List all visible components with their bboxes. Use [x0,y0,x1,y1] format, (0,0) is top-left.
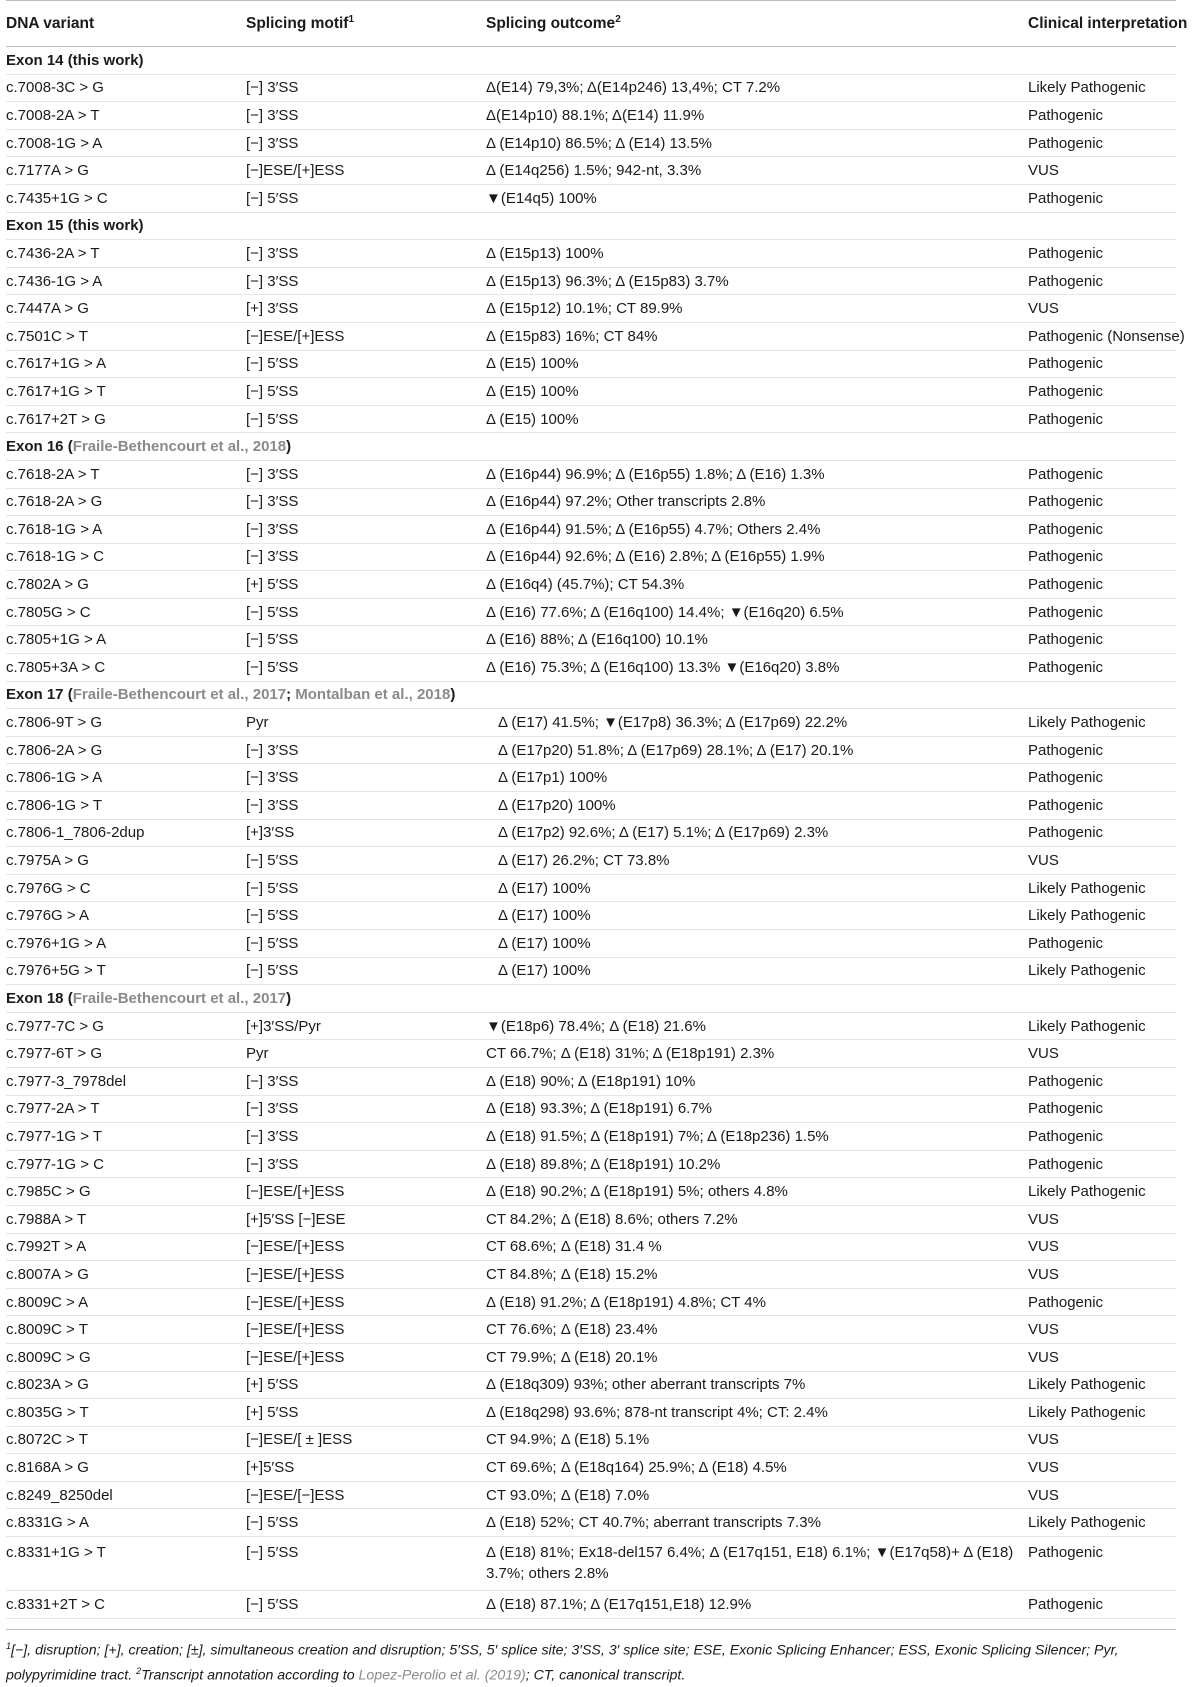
splicing-outcome-cell: Δ (E18q309) 93%; other aberrant transcripts 7% [486,1371,1028,1399]
splicing-motif-cell: [−] 3′SS [246,543,486,571]
splicing-outcome-cell: Δ(E14) 79,3%; Δ(E14p246) 13,4%; CT 7.2% [486,74,1028,102]
dna-variant-cell: c.7618-2A > T [6,460,246,488]
dna-variant-cell: c.8035G > T [6,1399,246,1427]
table-row [6,1095,1176,1123]
splicing-outcome-cell: CT 84.2%; Δ (E18) 8.6%; others 7.2% [486,1205,1028,1233]
splicing-motif-cell: [−] 3′SS [246,1067,486,1095]
splicing-motif-cell: [−]ESE/[+]ESS [246,1288,486,1316]
dna-variant-cell: c.7977-1G > C [6,1150,246,1178]
splicing-motif-cell: [−] 3′SS [246,129,486,157]
dna-variant-cell: c.7501C > T [6,322,246,350]
footnote-reference-link[interactable]: Lopez-Perolio et al. (2019) [358,1668,526,1685]
section-title: Exon 14 (this work) [6,47,1176,75]
table-row [6,819,1176,847]
splicing-motif-cell: [+] 5′SS [246,1399,486,1427]
table-row [6,1040,1176,1068]
clinical-interpretation-cell: Pathogenic [1028,543,1176,571]
splicing-outcome-cell: Δ (E16p44) 92.6%; Δ (E16) 2.8%; Δ (E16p55) 1.9% [486,543,1028,571]
clinical-interpretation-cell: Pathogenic [1028,267,1176,295]
dna-variant-cell: c.7976+5G > T [6,957,246,985]
dna-variant-cell: c.8009C > G [6,1343,246,1371]
table-row [6,1371,1176,1399]
clinical-interpretation-cell: Pathogenic [1028,350,1176,378]
table-row [6,847,1176,875]
table-row [6,1205,1176,1233]
splicing-motif-cell: [−]ESE/[+]ESS [246,157,486,185]
section-title: Exon 18 (Fraile-Bethencourt et al., 2017) [6,985,1176,1013]
table-row [6,460,1176,488]
clinical-interpretation-cell: VUS [1028,1205,1176,1233]
splicing-motif-cell: [−] 3′SS [246,792,486,820]
dna-variant-cell: c.7805+1G > A [6,626,246,654]
dna-variant-cell: c.7977-1G > T [6,1123,246,1151]
dna-variant-cell: c.8331+1G > T [6,1537,246,1591]
splicing-motif-cell: [+]5′SS [246,1454,486,1482]
table-row [6,378,1176,406]
splicing-outcome-cell: Δ (E18) 52%; CT 40.7%; aberrant transcripts 7.3% [486,1509,1028,1537]
splicing-motif-cell: [−] 5′SS [246,957,486,985]
dna-variant-cell: c.7618-1G > C [6,543,246,571]
splicing-motif-cell: [−] 5′SS [246,847,486,875]
clinical-interpretation-cell: Likely Pathogenic [1028,957,1176,985]
splicing-outcome-cell: Δ (E17p20) 100% [486,792,1028,820]
clinical-interpretation-cell: Pathogenic [1028,1067,1176,1095]
table-row [6,1591,1176,1619]
splicing-motif-cell: [−] 5′SS [246,1537,486,1591]
splicing-outcome-cell: Δ (E17p2) 92.6%; Δ (E17) 5.1%; Δ (E17p69) 2.3% [486,819,1028,847]
splicing-outcome-cell: Δ (E18) 90.2%; Δ (E18p191) 5%; others 4.8% [486,1178,1028,1206]
splicing-motif-cell: [−] 5′SS [246,930,486,958]
table-row [6,516,1176,544]
splicing-motif-cell: [−] 3′SS [246,1150,486,1178]
clinical-interpretation-cell: Pathogenic [1028,102,1176,130]
splicing-outcome-cell: Δ (E17) 100% [486,902,1028,930]
dna-variant-cell: c.8072C > T [6,1426,246,1454]
splicing-outcome-cell: Δ (E16p44) 97.2%; Other transcripts 2.8% [486,488,1028,516]
splicing-outcome-cell: Δ (E15) 100% [486,405,1028,433]
clinical-interpretation-cell: Pathogenic [1028,1123,1176,1151]
splicing-motif-cell: [−] 5′SS [246,350,486,378]
splicing-outcome-cell: Δ (E18q298) 93.6%; 878-nt transcript 4%; CT: 2.4% [486,1399,1028,1427]
section-header-row [6,433,1176,461]
dna-variant-cell: c.7976G > A [6,902,246,930]
table-row [6,543,1176,571]
table-row [6,1316,1176,1344]
dna-variant-cell: c.7977-6T > G [6,1040,246,1068]
dna-variant-cell: c.7976+1G > A [6,930,246,958]
splicing-outcome-cell: Δ (E16) 88%; Δ (E16q100) 10.1% [486,626,1028,654]
splicing-motif-cell: [−]ESE/[+]ESS [246,1316,486,1344]
table-row [6,157,1176,185]
splicing-motif-cell: [−]ESE/[+]ESS [246,1343,486,1371]
clinical-interpretation-cell: Likely Pathogenic [1028,74,1176,102]
document-page [6,0,1188,1687]
table-row [6,1481,1176,1509]
splicing-outcome-cell: CT 68.6%; Δ (E18) 31.4 % [486,1233,1028,1261]
dna-variant-cell: c.7975A > G [6,847,246,875]
clinical-interpretation-cell: VUS [1028,295,1176,323]
splicing-outcome-cell: CT 93.0%; Δ (E18) 7.0% [486,1481,1028,1509]
clinical-interpretation-cell: Pathogenic [1028,460,1176,488]
table-row [6,488,1176,516]
splicing-outcome-cell: CT 94.9%; Δ (E18) 5.1% [486,1426,1028,1454]
dna-variant-cell: c.7805G > C [6,598,246,626]
splicing-motif-cell: [−]ESE/[ ± ]ESS [246,1426,486,1454]
clinical-interpretation-cell: Pathogenic [1028,405,1176,433]
splicing-motif-cell: [−] 5′SS [246,654,486,682]
dna-variant-cell: c.7802A > G [6,571,246,599]
table-row [6,654,1176,682]
splicing-motif-cell: [−] 5′SS [246,405,486,433]
splicing-outcome-cell: Δ (E17) 41.5%; ▼(E17p8) 36.3%; Δ (E17p69) 22.2% [486,709,1028,737]
dna-variant-cell: c.7008-3C > G [6,74,246,102]
splicing-outcome-cell: Δ (E16) 77.6%; Δ (E16q100) 14.4%; ▼(E16q20) 6.5% [486,598,1028,626]
splicing-motif-cell: [−] 3′SS [246,764,486,792]
dna-variant-cell: c.8007A > G [6,1261,246,1289]
dna-variant-cell: c.7988A > T [6,1205,246,1233]
splicing-motif-cell: [−] 5′SS [246,626,486,654]
table-row [6,709,1176,737]
splicing-outcome-cell: Δ (E18) 93.3%; Δ (E18p191) 6.7% [486,1095,1028,1123]
dna-variant-cell: c.7008-2A > T [6,102,246,130]
section-title: Exon 15 (this work) [6,212,1176,240]
splicing-motif-cell: [−]ESE/[−]ESS [246,1481,486,1509]
splicing-outcome-cell: Δ (E16p44) 96.9%; Δ (E16p55) 1.8%; Δ (E16) 1.3% [486,460,1028,488]
section-reference-link[interactable]: Fraile-Bethencourt et al., 2017 [72,686,287,704]
dna-variant-cell: c.7806-1_7806-2dup [6,819,246,847]
dna-variant-cell: c.7436-1G > A [6,267,246,295]
clinical-interpretation-cell: Pathogenic [1028,1591,1176,1619]
splicing-motif-cell: [−] 5′SS [246,598,486,626]
dna-variant-cell: c.7617+1G > T [6,378,246,406]
dna-variant-cell: c.7617+1G > A [6,350,246,378]
section-header-row [6,681,1176,709]
dna-variant-cell: c.7992T > A [6,1233,246,1261]
table-header-row [6,1,1176,47]
clinical-interpretation-cell: VUS [1028,1454,1176,1482]
splicing-motif-cell: [−] 5′SS [246,874,486,902]
clinical-interpretation-cell: Pathogenic [1028,488,1176,516]
clinical-interpretation-cell: VUS [1028,1426,1176,1454]
table-row [6,129,1176,157]
splicing-outcome-cell: Δ (E18) 91.2%; Δ (E18p191) 4.8%; CT 4% [486,1288,1028,1316]
splicing-outcome-cell: Δ(E14p10) 88.1%; Δ(E14) 11.9% [486,102,1028,130]
splicing-outcome-cell: Δ (E18) 90%; Δ (E18p191) 10% [486,1067,1028,1095]
splicing-motif-cell: Pyr [246,709,486,737]
splicing-outcome-cell: Δ (E15p13) 100% [486,240,1028,268]
splicing-outcome-cell: Δ (E17) 100% [486,874,1028,902]
splicing-outcome-cell: Δ (E18) 89.8%; Δ (E18p191) 10.2% [486,1150,1028,1178]
splicing-outcome-cell: Δ (E17) 100% [486,957,1028,985]
splicing-motif-cell: [−] 5′SS [246,902,486,930]
table-row [6,295,1176,323]
table-row [6,102,1176,130]
splicing-outcome-cell: Δ (E18) 91.5%; Δ (E18p191) 7%; Δ (E18p236) 1.5% [486,1123,1028,1151]
section-title: Exon 16 (Fraile-Bethencourt et al., 2018) [6,433,1176,461]
dna-variant-cell: c.7806-9T > G [6,709,246,737]
splicing-motif-cell: [−] 5′SS [246,1591,486,1619]
dna-variant-cell: c.7618-2A > G [6,488,246,516]
table-row [6,74,1176,102]
splicing-outcome-cell: CT 69.6%; Δ (E18q164) 25.9%; Δ (E18) 4.5% [486,1454,1028,1482]
dna-variant-cell: c.7618-1G > A [6,516,246,544]
dna-variant-cell: c.7977-7C > G [6,1012,246,1040]
clinical-interpretation-cell: Pathogenic [1028,571,1176,599]
clinical-interpretation-cell: Pathogenic [1028,1537,1176,1591]
header-splicing-motif: Splicing motif$^1$ [246,1,486,47]
splicing-outcome-cell: CT 76.6%; Δ (E18) 23.4% [486,1316,1028,1344]
table-row [6,874,1176,902]
clinical-interpretation-cell: Pathogenic [1028,598,1176,626]
clinical-interpretation-cell: Pathogenic [1028,930,1176,958]
table-row [6,1454,1176,1482]
clinical-interpretation-cell: Pathogenic (Nonsense) [1028,322,1176,350]
clinical-interpretation-cell: VUS [1028,1233,1176,1261]
dna-variant-cell: c.8331+2T > C [6,1591,246,1619]
clinical-interpretation-cell: Likely Pathogenic [1028,1399,1176,1427]
dna-variant-cell: c.8331G > A [6,1509,246,1537]
splicing-motif-cell: [−] 3′SS [246,74,486,102]
splicing-motif-cell: [−] 5′SS [246,184,486,212]
section-reference-link[interactable]: Fraile-Bethencourt et al., 2017 [72,989,287,1007]
splicing-motif-cell: [+] 5′SS [246,571,486,599]
clinical-interpretation-cell: VUS [1028,1040,1176,1068]
clinical-interpretation-cell: VUS [1028,1481,1176,1509]
table-footnote: $^1$[−], disruption; [+], creation; [±], simultaneous creation and disruption; 5′SS, 5′ splice site; 3′SS, 3′ splice site; ESE, Exonic Splicing Enhancer; ESS, Exonic Splicing Silencer; Pyr, polypyrimidine tract. $^2$Transcript annotation according to Lopez-Perolio et al. (2019); CT, canonical transcript. [6,1629,1176,1687]
splicing-motif-cell: [−] 3′SS [246,1123,486,1151]
dna-variant-cell: c.7806-1G > T [6,792,246,820]
clinical-interpretation-cell: Pathogenic [1028,736,1176,764]
table-row [6,267,1176,295]
splicing-motif-cell: [−]ESE/[+]ESS [246,1233,486,1261]
clinical-interpretation-cell: Pathogenic [1028,1150,1176,1178]
table-row [6,1288,1176,1316]
table-row [6,1123,1176,1151]
clinical-interpretation-cell: Likely Pathogenic [1028,874,1176,902]
clinical-interpretation-cell: Likely Pathogenic [1028,902,1176,930]
clinical-interpretation-cell: Likely Pathogenic [1028,1509,1176,1537]
dna-variant-cell: c.7805+3A > C [6,654,246,682]
splicing-motif-cell: [−] 3′SS [246,736,486,764]
splicing-motif-cell: [−] 3′SS [246,488,486,516]
header-splicing-outcome: Splicing outcome$^2$ [486,1,1028,47]
table-row [6,902,1176,930]
header-clinical-interpretation: Clinical interpretation [1028,1,1176,47]
dna-variant-cell: c.7977-2A > T [6,1095,246,1123]
splicing-motif-cell: [+]3′SS [246,819,486,847]
dna-variant-cell: c.7806-1G > A [6,764,246,792]
dna-variant-cell: c.7435+1G > C [6,184,246,212]
section-reference-link[interactable]: Montalban et al., 2018 [295,686,451,704]
clinical-interpretation-cell: Pathogenic [1028,184,1176,212]
dna-variant-cell: c.7436-2A > T [6,240,246,268]
splicing-outcome-cell: Δ (E16p44) 91.5%; Δ (E16p55) 4.7%; Others 2.4% [486,516,1028,544]
splicing-outcome-cell: Δ (E16q4) (45.7%); CT 54.3% [486,571,1028,599]
table-row [6,598,1176,626]
table-row [6,1399,1176,1427]
splicing-outcome-cell: Δ (E14p10) 86.5%; Δ (E14) 13.5% [486,129,1028,157]
clinical-interpretation-cell: Pathogenic [1028,764,1176,792]
splicing-outcome-cell: Δ (E16) 75.3%; Δ (E16q100) 13.3% ▼(E16q20) 3.8% [486,654,1028,682]
clinical-interpretation-cell: Pathogenic [1028,378,1176,406]
table-row [6,736,1176,764]
table-row [6,350,1176,378]
clinical-interpretation-cell: Pathogenic [1028,819,1176,847]
dna-variant-cell: c.7008-1G > A [6,129,246,157]
table-row [6,1509,1176,1537]
table-row [6,1067,1176,1095]
section-title: Exon 17 (Fraile-Bethencourt et al., 2017; Montalban et al., 2018) [6,681,1176,709]
dna-variant-cell: c.7447A > G [6,295,246,323]
splicing-motif-cell: [−]ESE/[+]ESS [246,322,486,350]
table-row [6,1343,1176,1371]
splicing-motif-cell: [+] 5′SS [246,1371,486,1399]
section-header-row [6,212,1176,240]
splicing-variants-table [6,0,1188,1619]
splicing-outcome-cell: Δ (E18) 81%; Ex18-del157 6.4%; Δ (E17q151, E18) 6.1%; ▼(E17q58)+ Δ (E18) 3.7%; others 2.8% [486,1537,1028,1591]
table-row [6,626,1176,654]
splicing-motif-cell: [−] 3′SS [246,267,486,295]
dna-variant-cell: c.7985C > G [6,1178,246,1206]
table-row [6,930,1176,958]
section-header-row [6,985,1176,1013]
splicing-outcome-cell: Δ (E18) 87.1%; Δ (E17q151,E18) 12.9% [486,1591,1028,1619]
dna-variant-cell: c.7976G > C [6,874,246,902]
table-row [6,957,1176,985]
clinical-interpretation-cell: Pathogenic [1028,1288,1176,1316]
splicing-motif-cell: [−] 3′SS [246,460,486,488]
table-body [6,47,1185,1619]
splicing-motif-cell: [−] 5′SS [246,378,486,406]
clinical-interpretation-cell: VUS [1028,157,1176,185]
splicing-motif-cell: [+] 3′SS [246,295,486,323]
splicing-motif-cell: [−]ESE/[+]ESS [246,1261,486,1289]
table-row [6,1178,1176,1206]
clinical-interpretation-cell: VUS [1028,1343,1176,1371]
splicing-outcome-cell: CT 66.7%; Δ (E18) 31%; Δ (E18p191) 2.3% [486,1040,1028,1068]
table-row [6,184,1176,212]
splicing-motif-cell: [−] 3′SS [246,240,486,268]
clinical-interpretation-cell: Likely Pathogenic [1028,1012,1176,1040]
splicing-outcome-cell: ▼(E18p6) 78.4%; Δ (E18) 21.6% [486,1012,1028,1040]
clinical-interpretation-cell: Pathogenic [1028,654,1176,682]
table-row [6,1537,1176,1591]
clinical-interpretation-cell: Likely Pathogenic [1028,709,1176,737]
header-dna-variant: DNA variant [6,1,246,47]
splicing-motif-cell: [−] 3′SS [246,516,486,544]
table-row [6,240,1176,268]
splicing-outcome-cell: ▼(E14q5) 100% [486,184,1028,212]
splicing-motif-cell: Pyr [246,1040,486,1068]
splicing-outcome-cell: Δ (E15) 100% [486,378,1028,406]
splicing-outcome-cell: CT 84.8%; Δ (E18) 15.2% [486,1261,1028,1289]
clinical-interpretation-cell: Pathogenic [1028,516,1176,544]
section-header-row [6,47,1176,75]
splicing-outcome-cell: CT 79.9%; Δ (E18) 20.1% [486,1343,1028,1371]
dna-variant-cell: c.7177A > G [6,157,246,185]
splicing-outcome-cell: Δ (E17) 26.2%; CT 73.8% [486,847,1028,875]
clinical-interpretation-cell: Pathogenic [1028,129,1176,157]
clinical-interpretation-cell: Pathogenic [1028,240,1176,268]
clinical-interpretation-cell: VUS [1028,847,1176,875]
dna-variant-cell: c.7617+2T > G [6,405,246,433]
splicing-motif-cell: [−] 3′SS [246,1095,486,1123]
dna-variant-cell: c.8009C > T [6,1316,246,1344]
section-reference-link[interactable]: Fraile-Bethencourt et al., 2018 [72,438,287,456]
splicing-outcome-cell: Δ (E14q256) 1.5%; 942-nt, 3.3% [486,157,1028,185]
splicing-outcome-cell: Δ (E17p1) 100% [486,764,1028,792]
table-row [6,1261,1176,1289]
table-row [6,1012,1176,1040]
dna-variant-cell: c.7806-2A > G [6,736,246,764]
dna-variant-cell: c.7977-3_7978del [6,1067,246,1095]
splicing-motif-cell: [+]3′SS/Pyr [246,1012,486,1040]
table-row [6,764,1176,792]
splicing-motif-cell: [−] 5′SS [246,1509,486,1537]
clinical-interpretation-cell: VUS [1028,1316,1176,1344]
table-row [6,1426,1176,1454]
clinical-interpretation-cell: Likely Pathogenic [1028,1371,1176,1399]
table-row [6,405,1176,433]
table-row [6,1233,1176,1261]
dna-variant-cell: c.8168A > G [6,1454,246,1482]
dna-variant-cell: c.8009C > A [6,1288,246,1316]
table-row [6,571,1176,599]
clinical-interpretation-cell: Likely Pathogenic [1028,1178,1176,1206]
table-row [6,1150,1176,1178]
splicing-outcome-cell: Δ (E15p13) 96.3%; Δ (E15p83) 3.7% [486,267,1028,295]
clinical-interpretation-cell: Pathogenic [1028,626,1176,654]
dna-variant-cell: c.8023A > G [6,1371,246,1399]
table-row [6,792,1176,820]
clinical-interpretation-cell: Pathogenic [1028,792,1176,820]
dna-variant-cell: c.8249_8250del [6,1481,246,1509]
splicing-motif-cell: [−]ESE/[+]ESS [246,1178,486,1206]
splicing-motif-cell: [−] 3′SS [246,102,486,130]
splicing-motif-cell: [+]5′SS [−]ESE [246,1205,486,1233]
splicing-outcome-cell: Δ (E15p83) 16%; CT 84% [486,322,1028,350]
clinical-interpretation-cell: Pathogenic [1028,1095,1176,1123]
splicing-outcome-cell: Δ (E15) 100% [486,350,1028,378]
splicing-outcome-cell: Δ (E15p12) 10.1%; CT 89.9% [486,295,1028,323]
table-row [6,322,1176,350]
splicing-outcome-cell: Δ (E17p20) 51.8%; Δ (E17p69) 28.1%; Δ (E17) 20.1% [486,736,1028,764]
splicing-outcome-cell: Δ (E17) 100% [486,930,1028,958]
clinical-interpretation-cell: VUS [1028,1261,1176,1289]
